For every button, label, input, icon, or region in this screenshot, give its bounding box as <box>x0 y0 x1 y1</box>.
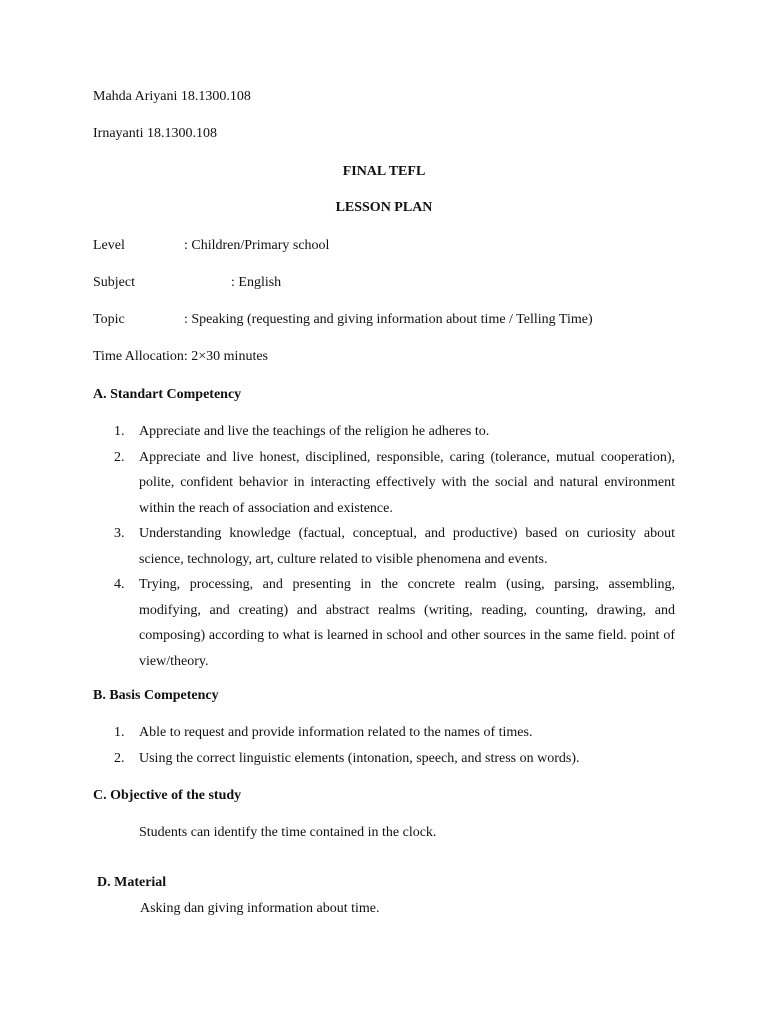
subject-label: Subject <box>93 275 135 290</box>
author-line-2: Irnayanti 18.1300.108 <box>93 126 218 141</box>
section-d-heading: D. Material <box>97 875 167 890</box>
list-item <box>93 521 675 572</box>
list-item-text: Understanding knowledge (factual, conceptual, and productive) based on curiosity about science, technology, art, culture related to visible phenomena and events. <box>139 526 675 567</box>
time-allocation: Time Allocation: 2×30 minutes <box>93 349 268 364</box>
subject-value: : English <box>231 275 282 290</box>
list-item-text: Appreciate and live the teachings of the religion he adheres to. <box>139 424 490 439</box>
list-item <box>93 746 675 772</box>
list-item-number: 3. <box>114 526 125 541</box>
list-item <box>93 720 675 746</box>
section-c-heading: C. Objective of the study <box>93 788 242 803</box>
section-b-heading: B. Basis Competency <box>93 688 219 703</box>
section-b-list <box>93 720 675 771</box>
section-a-list <box>93 419 675 674</box>
section-a-heading: A. Standart Competency <box>93 387 242 402</box>
list-item <box>93 572 675 674</box>
section-c-text: Students can identify the time contained in the clock. <box>139 825 437 840</box>
list-item-text: Using the correct linguistic elements (intonation, speech, and stress on words). <box>139 750 580 766</box>
section-d-text: Asking dan giving information about time. <box>140 901 380 916</box>
list-item-number: 2. <box>114 750 125 766</box>
list-item-text: Appreciate and live honest, disciplined, responsible, caring (tolerance, mutual cooperation), polite, confident behavior in interacting effectively with the social and natural environment within the reach of association and existence. <box>139 449 675 516</box>
level-label: Level <box>93 238 125 253</box>
list-item-number: 4. <box>114 577 125 592</box>
topic-label: Topic <box>93 312 125 327</box>
document-title: FINAL TEFL <box>342 164 426 179</box>
list-item-number: 1. <box>114 725 125 740</box>
topic-value: : Speaking (requesting and giving information about time / Telling Time) <box>184 312 593 327</box>
list-item-number: 1. <box>114 424 125 439</box>
list-item-text: Trying, processing, and presenting in the concrete realm (using, parsing, assembling, modifying, and creating) and abstract realms (writing, reading, counting, drawing, and composing) according to what is learned in school and other sources in the same field. point of view/theory. <box>139 577 675 669</box>
author-line-1: Mahda Ariyani 18.1300.108 <box>93 89 251 104</box>
list-item <box>93 419 675 445</box>
list-item-number: 2. <box>114 449 125 465</box>
list-item-text: Able to request and provide information related to the names of times. <box>139 725 533 740</box>
document-subtitle: LESSON PLAN <box>335 200 433 215</box>
list-item <box>93 445 675 522</box>
level-value: : Children/Primary school <box>184 238 330 253</box>
